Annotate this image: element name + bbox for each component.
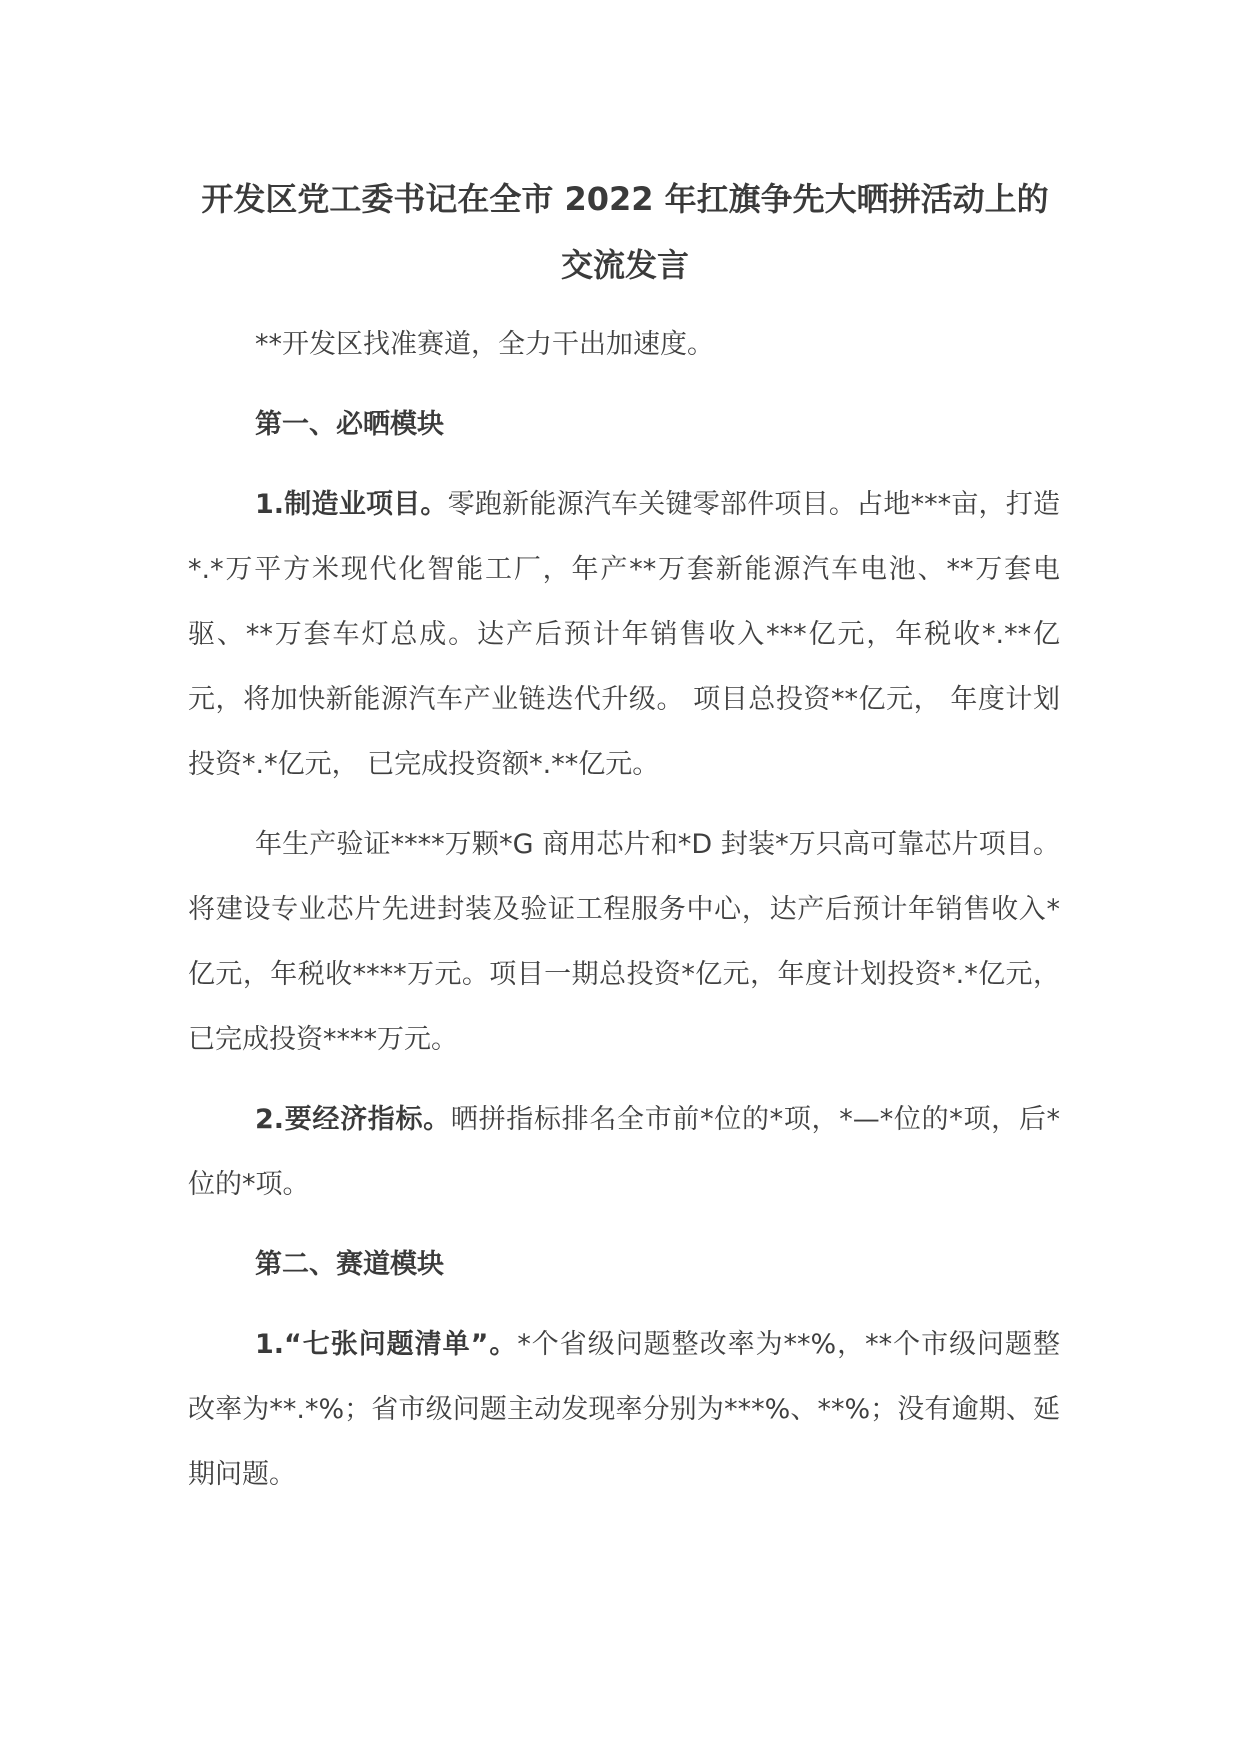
paragraph-text: **开发区找准赛道，全力干出加速度。 bbox=[255, 329, 714, 360]
section-heading-text: 第二、赛道模块 bbox=[255, 1249, 444, 1280]
manufacturing-project-paragraph bbox=[188, 472, 1060, 797]
section-heading-text: 第一、必晒模块 bbox=[255, 409, 444, 440]
paragraph-text: 年生产验证****万颗*G 商用芯片和*D 封装*万只高可靠芯片项目。将建设专业芯片先进封装及验证工程服务中心，达产后预计年销售收入*亿元，年税收****万元。项目一期总投资*亿元，年度计划投资*.*亿元，已完成投资****万元。 bbox=[188, 829, 1060, 1055]
document-body bbox=[188, 312, 1060, 1522]
paragraph-lead: 1.制造业项目。 bbox=[255, 489, 448, 520]
paragraph-text: 零跑新能源汽车关键零部件项目。占地***亩，打造*.*万平方米现代化智能工厂，年产**万套新能源汽车电池、**万套电驱、**万套车灯总成。达产后预计年销售收入***亿元，年税收*.**亿元，将加快新能源汽车产业链迭代升级。 项目总投资**亿元， 年度计划投资*.*亿元， 已完成投资额*.**亿元。 bbox=[188, 489, 1061, 780]
intro-paragraph bbox=[188, 312, 1060, 377]
section-heading-two bbox=[188, 1232, 1060, 1297]
paragraph-lead: 1.“七张问题清单”。 bbox=[255, 1329, 518, 1360]
paragraph-lead: 2.要经济指标。 bbox=[255, 1104, 451, 1135]
problem-list-paragraph bbox=[188, 1312, 1060, 1507]
chip-project-paragraph bbox=[188, 812, 1060, 1072]
economic-indicators-paragraph bbox=[188, 1087, 1060, 1217]
section-heading-one bbox=[188, 392, 1060, 457]
paragraph-text: 晒拼指标排名全市前*位的*项，*—*位的*项，后*位的*项。 bbox=[188, 1104, 1061, 1200]
document-title: 开发区党工委书记在全市 2022 年扛旗争先大晒拼活动上的交流发言 bbox=[201, 180, 1049, 284]
paragraph-text: *个省级问题整改率为**%，**个市级问题整改率为**.*%；省市级问题主动发现率分别为***%、**%；没有逾期、延期问题。 bbox=[188, 1329, 1060, 1490]
